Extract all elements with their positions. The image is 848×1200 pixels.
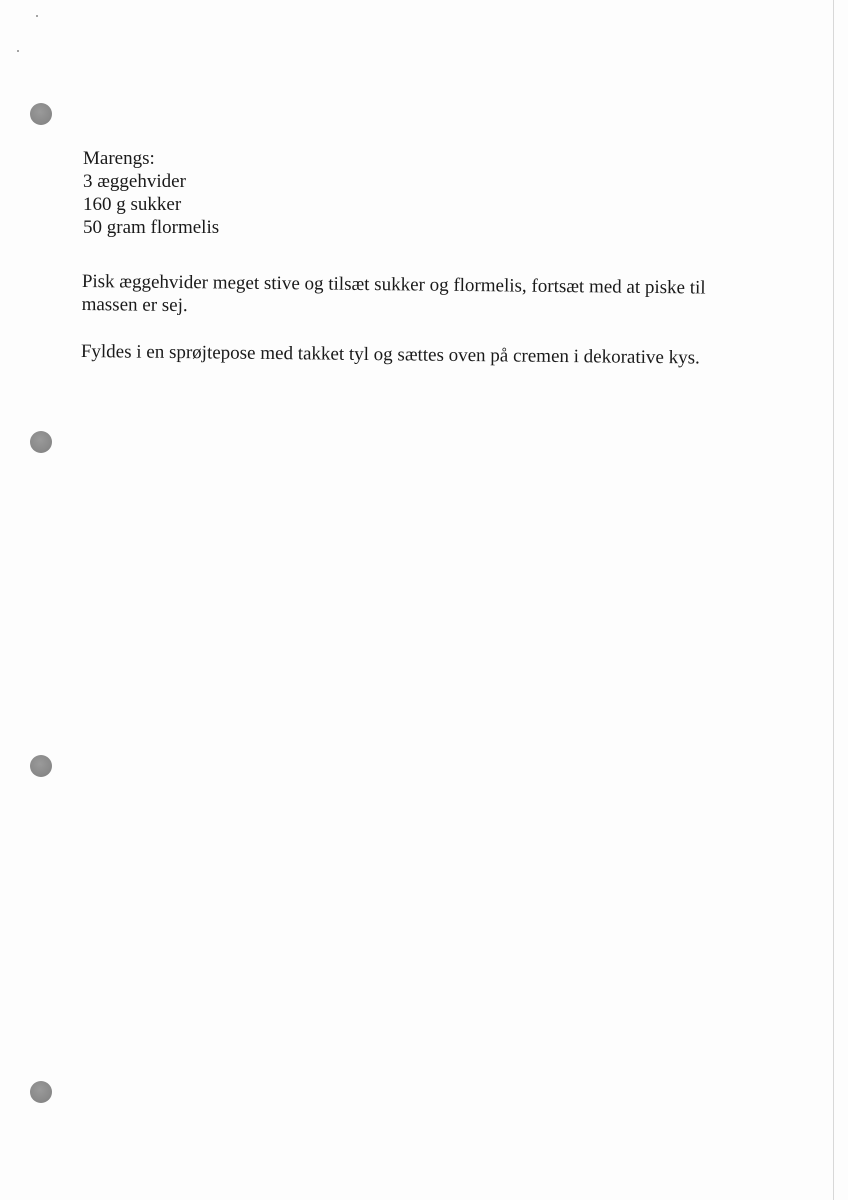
- punch-hole: [30, 1081, 52, 1103]
- ingredient-line: 160 g sukker: [83, 194, 182, 215]
- ingredient-line: 50 gram flormelis: [83, 217, 220, 238]
- ingredient-line: 3 æggehvider: [83, 171, 186, 192]
- instruction-line: Fyldes i en sprøjtepose med takket tyl og sættes oven på cremen i dekorative kys.: [80, 340, 700, 369]
- instruction-paragraph: [82, 270, 706, 323]
- instruction-line: massen er sej.: [81, 293, 188, 317]
- ingredient-block: [83, 147, 219, 239]
- instruction-paragraph: [81, 340, 700, 369]
- page-edge: [833, 0, 834, 1200]
- scan-speck: [36, 15, 38, 17]
- recipe-heading: Marengs:: [83, 148, 155, 169]
- instruction-line: Pisk æggehvider meget stive og tilsæt sukker og flormelis, fortsæt med at piske til: [81, 270, 706, 299]
- scan-speck: [17, 50, 19, 52]
- punch-hole: [30, 431, 52, 453]
- punch-hole: [30, 755, 52, 777]
- punch-hole: [30, 103, 52, 125]
